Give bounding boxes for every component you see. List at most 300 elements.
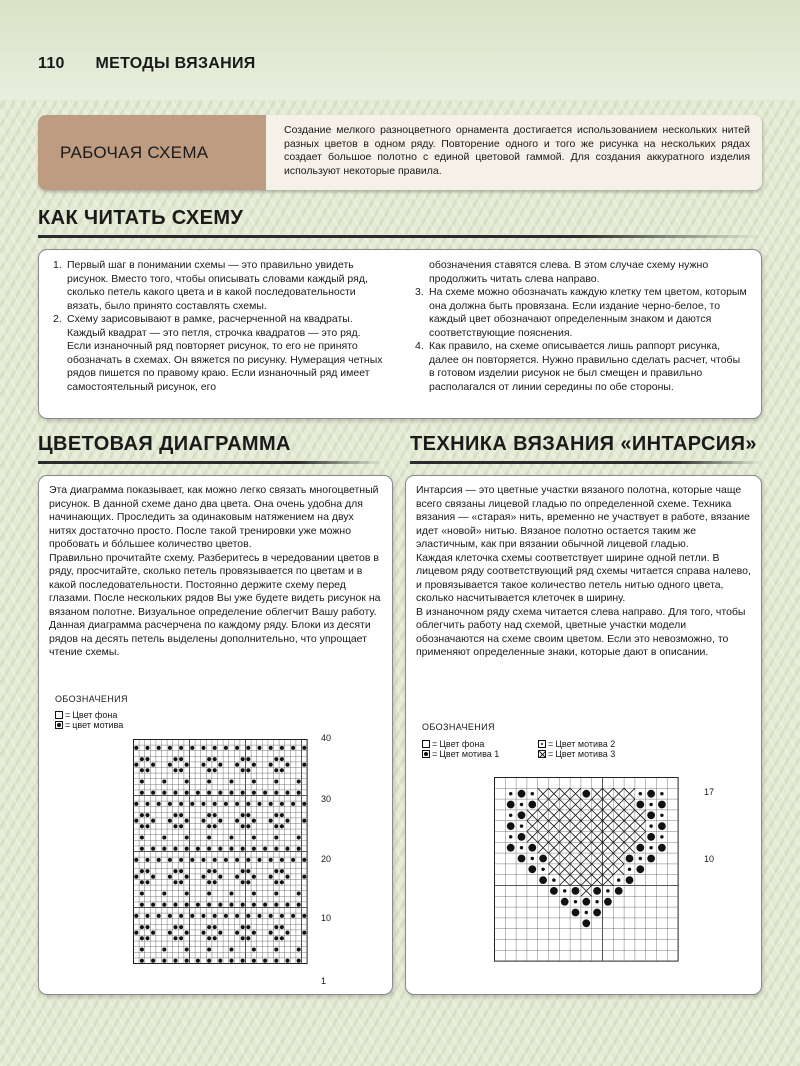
- stitch-dot: [218, 959, 222, 963]
- stitch-dot: [297, 847, 301, 851]
- color-legend-title: ОБОЗНАЧЕНИЯ: [55, 694, 128, 704]
- stitch-dot: [263, 903, 267, 907]
- stitch-dot: [252, 947, 256, 951]
- stitch-dot: [229, 903, 233, 907]
- stitch-small-dot: [520, 824, 523, 827]
- stitch-dot: [140, 813, 144, 817]
- stitch-dot: [140, 869, 144, 873]
- stitch-dot: [179, 914, 183, 918]
- legend-label: Цвет мотива 2: [555, 739, 616, 749]
- stitch-dot: [140, 791, 144, 795]
- stitch-dot: [207, 959, 211, 963]
- color-diagram-panel: [38, 475, 393, 995]
- list-number: 2.: [53, 313, 62, 325]
- stitch-dot: [280, 768, 284, 772]
- stitch-dot: [213, 869, 217, 873]
- list-text: Как правило, на схеме описывается лишь раппорт рисунка, далее он повторяется. Нужно правильно сделать расчет, чтобы в готовом изделии рисунок не был смещен и правильно располагался от линии середины по обе стороны.: [429, 340, 741, 393]
- stitch-dot: [179, 746, 183, 750]
- header-band: [0, 0, 800, 100]
- stitch-dot: [297, 947, 301, 951]
- color-diagram-rule: [38, 461, 383, 464]
- stitch-dot: [151, 847, 155, 851]
- page-header: [38, 55, 256, 73]
- stitch-dot: [185, 779, 189, 783]
- stitch-dot: [140, 835, 144, 839]
- stitch-dot: [145, 869, 149, 873]
- stitch-dot: [229, 779, 233, 783]
- stitch-dot: [162, 903, 166, 907]
- stitch-dot: [246, 768, 250, 772]
- stitch-small-dot: [509, 792, 512, 795]
- stitch-dot: [207, 891, 211, 895]
- intarsia-text: Интарсия — это цветные участки вязаного полотна, которые чаще всего связаны лицевой гладью по определенной схеме. Техника вязания — «старая» нить, временно не участвует в работе, вязание идет «новой» нитью. Вязаное полотно остается таким же эластичным, как при вязании обычной лицевой гладью.: [416, 484, 751, 550]
- list-text: Схему зарисовывают в рамке, расчерченной на квадраты. Каждый квадрат — это петля, строчка квадратов — это ряд. Если изнаночный ряд повторяет рисунок, то его не принято обозначать в схемах. Он вяжется по рисунку. Нумерация четных рядов пишется по правому краю. Если изнаночный ряд имеет самостоятельный рисунок, его: [67, 313, 383, 393]
- stitch-dot: [145, 802, 149, 806]
- stitch-dot: [246, 858, 250, 862]
- legend-background: [55, 710, 128, 720]
- stitch-dot: [528, 801, 536, 809]
- stitch-dot: [173, 880, 177, 884]
- stitch-dot: [246, 757, 250, 761]
- stitch-dot: [297, 779, 301, 783]
- stitch-dot: [302, 802, 306, 806]
- stitch-small-dot: [639, 857, 642, 860]
- stitch-dot: [241, 959, 245, 963]
- stitch-dot: [518, 790, 526, 798]
- stitch-dot: [582, 898, 590, 906]
- two-color-chart: [133, 739, 309, 984]
- stitch-dot: [539, 855, 547, 863]
- stitch-dot: [528, 844, 536, 852]
- list-number: 3.: [415, 286, 424, 298]
- stitch-dot: [207, 835, 211, 839]
- stitch-dot: [636, 801, 644, 809]
- stitch-dot: [140, 779, 144, 783]
- stitch-dot: [269, 819, 273, 823]
- stitch-dot: [213, 768, 217, 772]
- stitch-dot: [173, 791, 177, 795]
- stitch-dot: [280, 813, 284, 817]
- stitch-small-dot: [563, 889, 566, 892]
- read-scheme-right-list: [415, 259, 747, 394]
- stitch-dot: [168, 746, 172, 750]
- intarsia-legend-title: ОБОЗНАЧЕНИЯ: [422, 722, 495, 732]
- read-scheme-title: КАК ЧИТАТЬ СХЕМУ: [38, 207, 244, 229]
- row-number: 1: [321, 976, 327, 986]
- stitch-dot: [218, 875, 222, 879]
- row-number: 40: [321, 733, 332, 743]
- stitch-small-dot: [628, 868, 631, 871]
- read-scheme-left-list: [53, 259, 385, 394]
- stitch-dot: [224, 746, 228, 750]
- stitch-dot: [257, 746, 261, 750]
- stitch-dot: [280, 936, 284, 940]
- stitch-dot: [572, 887, 580, 895]
- stitch-dot: [218, 931, 222, 935]
- stitch-dot: [235, 875, 239, 879]
- stitch-dot: [207, 880, 211, 884]
- stitch-dot: [207, 779, 211, 783]
- stitch-dot: [185, 819, 189, 823]
- read-scheme-rule: [38, 235, 762, 238]
- stitch-dot: [604, 898, 612, 906]
- row-number: 20: [321, 854, 332, 864]
- color-diagram-text-2: Правильно прочитайте схему. Разберитесь в чередовании цветов в ряду, просчитайте, сколько петель провязывается по цветам и в какой последовательности. Постоянно держите схему перед глазами. После нескольких рядов Вы уже будете видеть рисунок на вязаном полотне. Визуальное определение облегчит Вашу работу. Данная диаграмма расчерчена по каждому ряду. Блоки из десяти рядов на десять петель выделены дополнительно, что упрощает чтение схемы.: [49, 551, 381, 658]
- stitch-dot: [162, 835, 166, 839]
- row-number: 30: [321, 794, 332, 804]
- list-text: обозначения ставятся слева. В этом случае схему нужно продолжить читать слева направо.: [429, 259, 709, 285]
- stitch-small-dot: [531, 792, 534, 795]
- stitch-dot: [658, 801, 666, 809]
- stitch-dot: [213, 914, 217, 918]
- stitch-dot: [229, 947, 233, 951]
- stitch-dot: [207, 757, 211, 761]
- legend-label: Цвет мотива 3: [555, 749, 616, 759]
- stitch-dot: [224, 914, 228, 918]
- stitch-dot: [647, 833, 655, 841]
- stitch-dot: [246, 813, 250, 817]
- stitch-dot: [246, 802, 250, 806]
- stitch-dot: [190, 802, 194, 806]
- stitch-dot: [280, 824, 284, 828]
- stitch-dot: [185, 763, 189, 767]
- stitch-dot: [257, 802, 261, 806]
- stitch-dot: [241, 869, 245, 873]
- stitch-dot: [252, 891, 256, 895]
- stitch-dot: [140, 947, 144, 951]
- stitch-dot: [162, 847, 166, 851]
- work-scheme-text: Создание мелкого разноцветного орнамента достигается использованием нескольких нитей разных цветов в одном ряду. Повторение одного и того же рисунка на нескольких рядах создает большое полотно с единой цветовой гаммой. Для создания аккуратного изделия используют некоторые правила.: [266, 115, 762, 190]
- stitch-dot: [213, 813, 217, 817]
- stitch-dot: [168, 819, 172, 823]
- stitch-dot: [297, 791, 301, 795]
- list-item: [415, 259, 747, 286]
- stitch-dot: [151, 763, 155, 767]
- stitch-dot: [241, 880, 245, 884]
- stitch-dot: [297, 903, 301, 907]
- stitch-dot: [539, 876, 547, 884]
- stitch-dot: [241, 757, 245, 761]
- stitch-dot: [145, 757, 149, 761]
- stitch-dot: [274, 925, 278, 929]
- stitch-dot: [593, 909, 601, 917]
- stitch-dot: [207, 947, 211, 951]
- stitch-dot: [274, 757, 278, 761]
- row-number: 10: [321, 913, 332, 923]
- stitch-dot: [213, 925, 217, 929]
- stitch-dot: [173, 903, 177, 907]
- stitch-dot: [280, 746, 284, 750]
- stitch-dot: [647, 855, 655, 863]
- stitch-dot: [168, 858, 172, 862]
- stitch-dot: [285, 959, 289, 963]
- stitch-dot: [134, 819, 138, 823]
- stitch-dot: [151, 791, 155, 795]
- stitch-dot: [213, 880, 217, 884]
- stitch-dot: [302, 819, 306, 823]
- stitch-dot: [157, 746, 161, 750]
- stitch-dot: [582, 919, 590, 927]
- stitch-dot: [252, 875, 256, 879]
- stitch-dot: [246, 746, 250, 750]
- stitch-dot: [179, 768, 183, 772]
- intarsia-rule: [410, 461, 762, 464]
- stitch-dot: [280, 757, 284, 761]
- stitch-dot: [280, 914, 284, 918]
- stitch-dot: [218, 903, 222, 907]
- stitch-dot: [252, 847, 256, 851]
- stitch-dot: [252, 959, 256, 963]
- stitch-dot: [207, 925, 211, 929]
- stitch-dot: [518, 855, 526, 863]
- stitch-dot: [162, 891, 166, 895]
- stitch-small-dot: [617, 878, 620, 881]
- stitch-dot: [285, 847, 289, 851]
- stitch-dot: [185, 959, 189, 963]
- stitch-dot: [274, 903, 278, 907]
- legend-equals: =: [548, 739, 554, 749]
- stitch-dot: [196, 903, 200, 907]
- stitch-dot: [179, 869, 183, 873]
- stitch-small-dot: [531, 857, 534, 860]
- stitch-dot: [179, 936, 183, 940]
- stitch-dot: [274, 936, 278, 940]
- stitch-dot: [274, 813, 278, 817]
- stitch-dot: [269, 746, 273, 750]
- stitch-dot: [252, 763, 256, 767]
- stitch-dot: [168, 914, 172, 918]
- stitch-dot: [626, 855, 634, 863]
- list-text: На схеме можно обозначать каждую клетку тем цветом, которым она должна быть провязана. Если издание черно-белое, то каждый цвет обозначают определенным знаком и даются соответствующие пояснения.: [429, 286, 747, 339]
- stitch-dot: [229, 791, 233, 795]
- intarsia-title: ТЕХНИКА ВЯЗАНИЯ «ИНТАРСИЯ»: [410, 433, 757, 455]
- stitch-dot: [134, 746, 138, 750]
- stitch-dot: [582, 790, 590, 798]
- stitch-dot: [626, 876, 634, 884]
- stitch-dot: [134, 875, 138, 879]
- stitch-dot: [145, 768, 149, 772]
- stitch-dot: [207, 768, 211, 772]
- stitch-dot: [302, 746, 306, 750]
- stitch-dot: [168, 802, 172, 806]
- stitch-dot: [179, 802, 183, 806]
- stitch-dot: [280, 880, 284, 884]
- stitch-dot: [140, 959, 144, 963]
- stitch-dot: [528, 865, 536, 873]
- work-scheme-label: РАБОЧАЯ СХЕМА: [38, 115, 266, 190]
- stitch-dot: [201, 914, 205, 918]
- stitch-dot: [145, 914, 149, 918]
- stitch-dot: [157, 914, 161, 918]
- legend-label: Цвет мотива 1: [439, 749, 500, 759]
- stitch-dot: [252, 835, 256, 839]
- stitch-dot: [291, 746, 295, 750]
- stitch-dot: [140, 925, 144, 929]
- stitch-dot: [196, 791, 200, 795]
- stitch-dot: [518, 811, 526, 819]
- stitch-dot: [274, 791, 278, 795]
- stitch-dot: [257, 858, 261, 862]
- stitch-dot: [134, 802, 138, 806]
- stitch-dot: [145, 824, 149, 828]
- page-number: 110: [38, 55, 65, 72]
- stitch-small-dot: [509, 814, 512, 817]
- read-scheme-panel: [38, 249, 762, 419]
- legend-label: Цвет фона: [439, 739, 485, 749]
- list-number: 1.: [53, 259, 62, 271]
- stitch-dot: [173, 768, 177, 772]
- stitch-small-dot: [595, 900, 598, 903]
- legend-label: Цвет фона: [72, 710, 118, 720]
- stitch-dot: [252, 791, 256, 795]
- stitch-dot: [218, 791, 222, 795]
- stitch-dot: [201, 746, 205, 750]
- background-square-icon: [422, 740, 430, 748]
- stitch-dot: [572, 909, 580, 917]
- legend-label: цвет мотива: [72, 720, 124, 730]
- legend-motif-3: [538, 749, 615, 759]
- stitch-dot: [297, 959, 301, 963]
- stitch-small-dot: [585, 911, 588, 914]
- color-diagram-title: ЦВЕТОВАЯ ДИАГРАММА: [38, 433, 291, 455]
- stitch-dot: [224, 802, 228, 806]
- stitch-small-dot: [520, 846, 523, 849]
- legend-motif-1: [422, 749, 499, 759]
- stitch-dot: [507, 801, 515, 809]
- stitch-dot: [302, 914, 306, 918]
- stitch-dot: [168, 763, 172, 767]
- stitch-dot: [229, 847, 233, 851]
- stitch-dot: [257, 914, 261, 918]
- stitch-dot: [218, 819, 222, 823]
- chapter-title: МЕТОДЫ ВЯЗАНИЯ: [95, 55, 256, 72]
- stitch-dot: [235, 802, 239, 806]
- stitch-dot: [252, 779, 256, 783]
- list-item: [53, 259, 385, 313]
- stitch-dot: [157, 858, 161, 862]
- stitch-dot: [285, 931, 289, 935]
- stitch-dot: [274, 891, 278, 895]
- stitch-dot: [185, 847, 189, 851]
- stitch-dot: [302, 875, 306, 879]
- stitch-dot: [235, 763, 239, 767]
- stitch-dot: [140, 757, 144, 761]
- stitch-dot: [185, 791, 189, 795]
- work-scheme-box: [38, 115, 762, 190]
- stitch-dot: [173, 847, 177, 851]
- stitch-dot: [207, 847, 211, 851]
- stitch-small-dot: [660, 835, 663, 838]
- stitch-small-dot: [649, 824, 652, 827]
- stitch-dot: [269, 914, 273, 918]
- stitch-dot: [179, 858, 183, 862]
- stitch-dot: [179, 757, 183, 761]
- stitch-dot: [207, 791, 211, 795]
- stitch-dot: [190, 914, 194, 918]
- stitch-dot: [179, 824, 183, 828]
- color-diagram-text: Эта диаграмма показывает, как можно легко связать многоцветный рисунок. В данной схеме дано два цвета. Она очень удобна для начинающих. Проследить за одинаковым натяжением на двух нитях достаточно просто. После такой тренировки уже можно пробовать и бо́льшее количество цветов.: [49, 484, 379, 550]
- legend-equals: =: [432, 739, 438, 749]
- stitch-dot: [201, 819, 205, 823]
- stitch-dot: [291, 802, 295, 806]
- list-item: [415, 340, 747, 394]
- stitch-dot: [246, 925, 250, 929]
- stitch-dot: [274, 959, 278, 963]
- intarsia-text-3: В изнаночном ряду схема читается слева направо. Для того, чтобы облегчить работу над схемой, цветные участки модели обозначаются на схеме своим цветом. Если это невозможно, то применяют определенные знаки, которые дают в описании.: [416, 605, 746, 658]
- stitch-dot: [145, 858, 149, 862]
- stitch-dot: [213, 824, 217, 828]
- stitch-dot: [173, 869, 177, 873]
- stitch-small-dot: [574, 900, 577, 903]
- stitch-dot: [229, 959, 233, 963]
- legend-equals: =: [548, 749, 554, 759]
- stitch-dot: [218, 763, 222, 767]
- list-number: [415, 259, 429, 286]
- stitch-dot: [274, 835, 278, 839]
- stitch-dot: [507, 844, 515, 852]
- stitch-dot: [229, 835, 233, 839]
- stitch-small-dot: [649, 803, 652, 806]
- stitch-dot: [269, 858, 273, 862]
- stitch-dot: [145, 813, 149, 817]
- stitch-dot: [151, 931, 155, 935]
- stitch-dot: [140, 891, 144, 895]
- stitch-dot: [168, 875, 172, 879]
- stitch-dot: [263, 791, 267, 795]
- stitch-small-dot: [660, 792, 663, 795]
- stitch-dot: [285, 791, 289, 795]
- stitch-dot: [140, 768, 144, 772]
- stitch-dot: [173, 959, 177, 963]
- stitch-dot: [241, 824, 245, 828]
- stitch-dot: [302, 858, 306, 862]
- stitch-dot: [252, 931, 256, 935]
- stitch-dot: [269, 875, 273, 879]
- stitch-dot: [140, 903, 144, 907]
- stitch-dot: [274, 847, 278, 851]
- stitch-dot: [241, 847, 245, 851]
- stitch-dot: [173, 936, 177, 940]
- stitch-small-dot: [660, 814, 663, 817]
- stitch-dot: [518, 833, 526, 841]
- stitch-dot: [274, 869, 278, 873]
- stitch-small-dot: [649, 846, 652, 849]
- stitch-dot: [285, 875, 289, 879]
- legend-equals: =: [432, 749, 438, 759]
- stitch-dot: [162, 959, 166, 963]
- stitch-dot: [241, 768, 245, 772]
- stitch-dot: [263, 847, 267, 851]
- stitch-dot: [134, 858, 138, 862]
- stitch-dot: [162, 791, 166, 795]
- stitch-dot: [246, 869, 250, 873]
- stitch-dot: [140, 936, 144, 940]
- stitch-dot: [235, 858, 239, 862]
- stitch-dot: [185, 931, 189, 935]
- stitch-dot: [134, 931, 138, 935]
- stitch-dot: [134, 914, 138, 918]
- stitch-dot: [179, 925, 183, 929]
- stitch-dot: [173, 824, 177, 828]
- list-text: Первый шаг в понимании схемы — это правильно увидеть рисунок. Вместо того, чтобы описывать словами каждый ряд, сколько петель какого цвета и в какой последовательности вязать, было принято составлять схемы.: [67, 259, 368, 312]
- stitch-dot: [241, 813, 245, 817]
- stitch-dot: [140, 824, 144, 828]
- stitch-dot: [274, 880, 278, 884]
- stitch-dot: [168, 931, 172, 935]
- stitch-dot: [241, 791, 245, 795]
- stitch-dot: [252, 903, 256, 907]
- stitch-dot: [207, 936, 211, 940]
